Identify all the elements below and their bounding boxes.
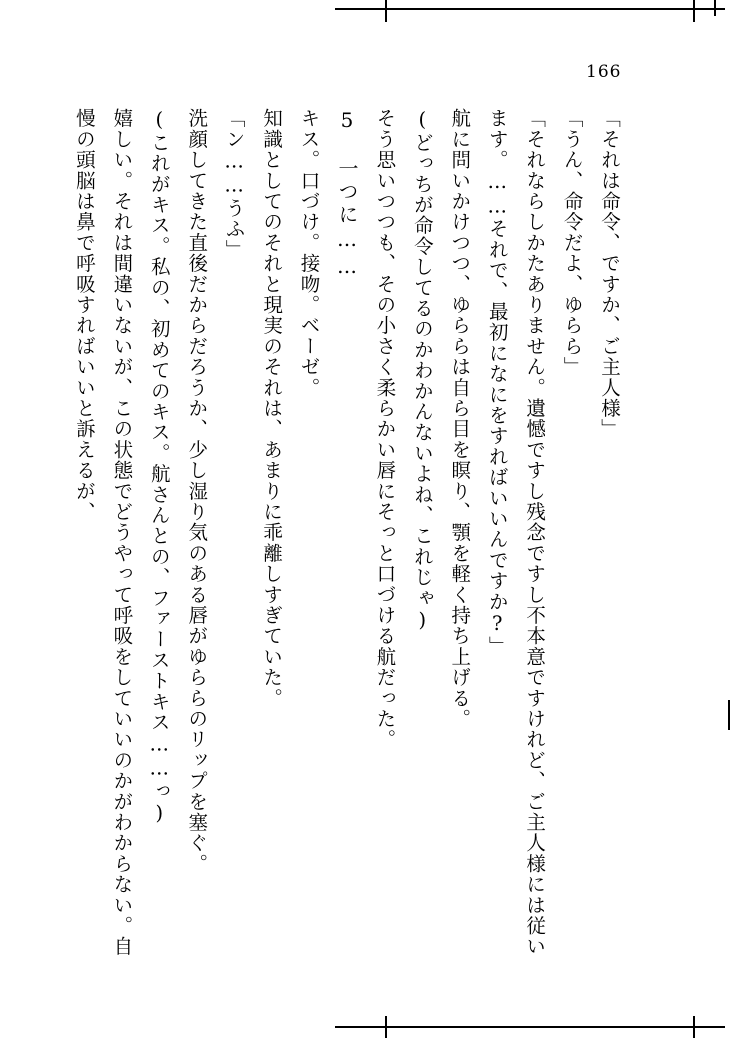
crop-mark-top-tick-left (385, 0, 387, 22)
paragraph-12: 嬉しい。それは間違いないが、この状態でどうやって呼吸をしていいのかがわからない。自慢の頭脳は鼻で呼吸すればいいと訴えるが、 (72, 108, 134, 957)
section-heading: 5 一つに…… (334, 108, 359, 281)
paragraph-1: 「それは命令、ですか、ご主人様」 (598, 108, 621, 440)
paragraph-8: 知識としてのそれと現実のそれは、あまりに乖離しすぎていた。 (260, 108, 284, 709)
crop-mark-top-tick-right (693, 0, 695, 22)
page-body-text (72, 108, 628, 958)
paragraph-2: 「うん、命令だよ、ゆらら」 (560, 108, 584, 378)
crop-mark-bottom-line (335, 1026, 725, 1028)
paragraph-9: 「ン……うふ」 (222, 108, 246, 260)
paragraph-10: 洗顔してきた直後だからだろうか、少し湿り気のある唇がゆららのリップを塞ぐ。 (185, 108, 209, 874)
page-number: 166 (586, 62, 622, 82)
paragraph-3: 「それならしかたありません。遺憾ですし残念ですし不本意ですけれど、ご主人様には従います。……それで、最初になにをすればいいんですか?」 (485, 108, 547, 957)
crop-mark-bottom-tick-right (693, 1016, 695, 1038)
crop-mark-top-tick-far-right (714, 0, 716, 16)
crop-mark-right-edge (728, 700, 730, 730)
paragraph-7: キス。口づけ。接吻。ベーゼ。 (297, 108, 321, 398)
paragraph-4: 航に問いかけつつ、ゆららは自ら目を瞑り、顎を軽く持ち上げる。 (448, 108, 472, 730)
crop-mark-top-line (335, 8, 725, 10)
paragraph-11: (これがキス。私の、初めてのキス。航さんとの、ファーストキス……っ) (147, 108, 171, 826)
paragraph-5: (どっちが命令してるのかわかんないよね、これじゃ) (410, 108, 434, 633)
crop-mark-bottom-tick-left (385, 1016, 387, 1038)
paragraph-6: そう思いつつも、その小さく柔らかい唇にそっと口づける航だった。 (373, 108, 397, 750)
